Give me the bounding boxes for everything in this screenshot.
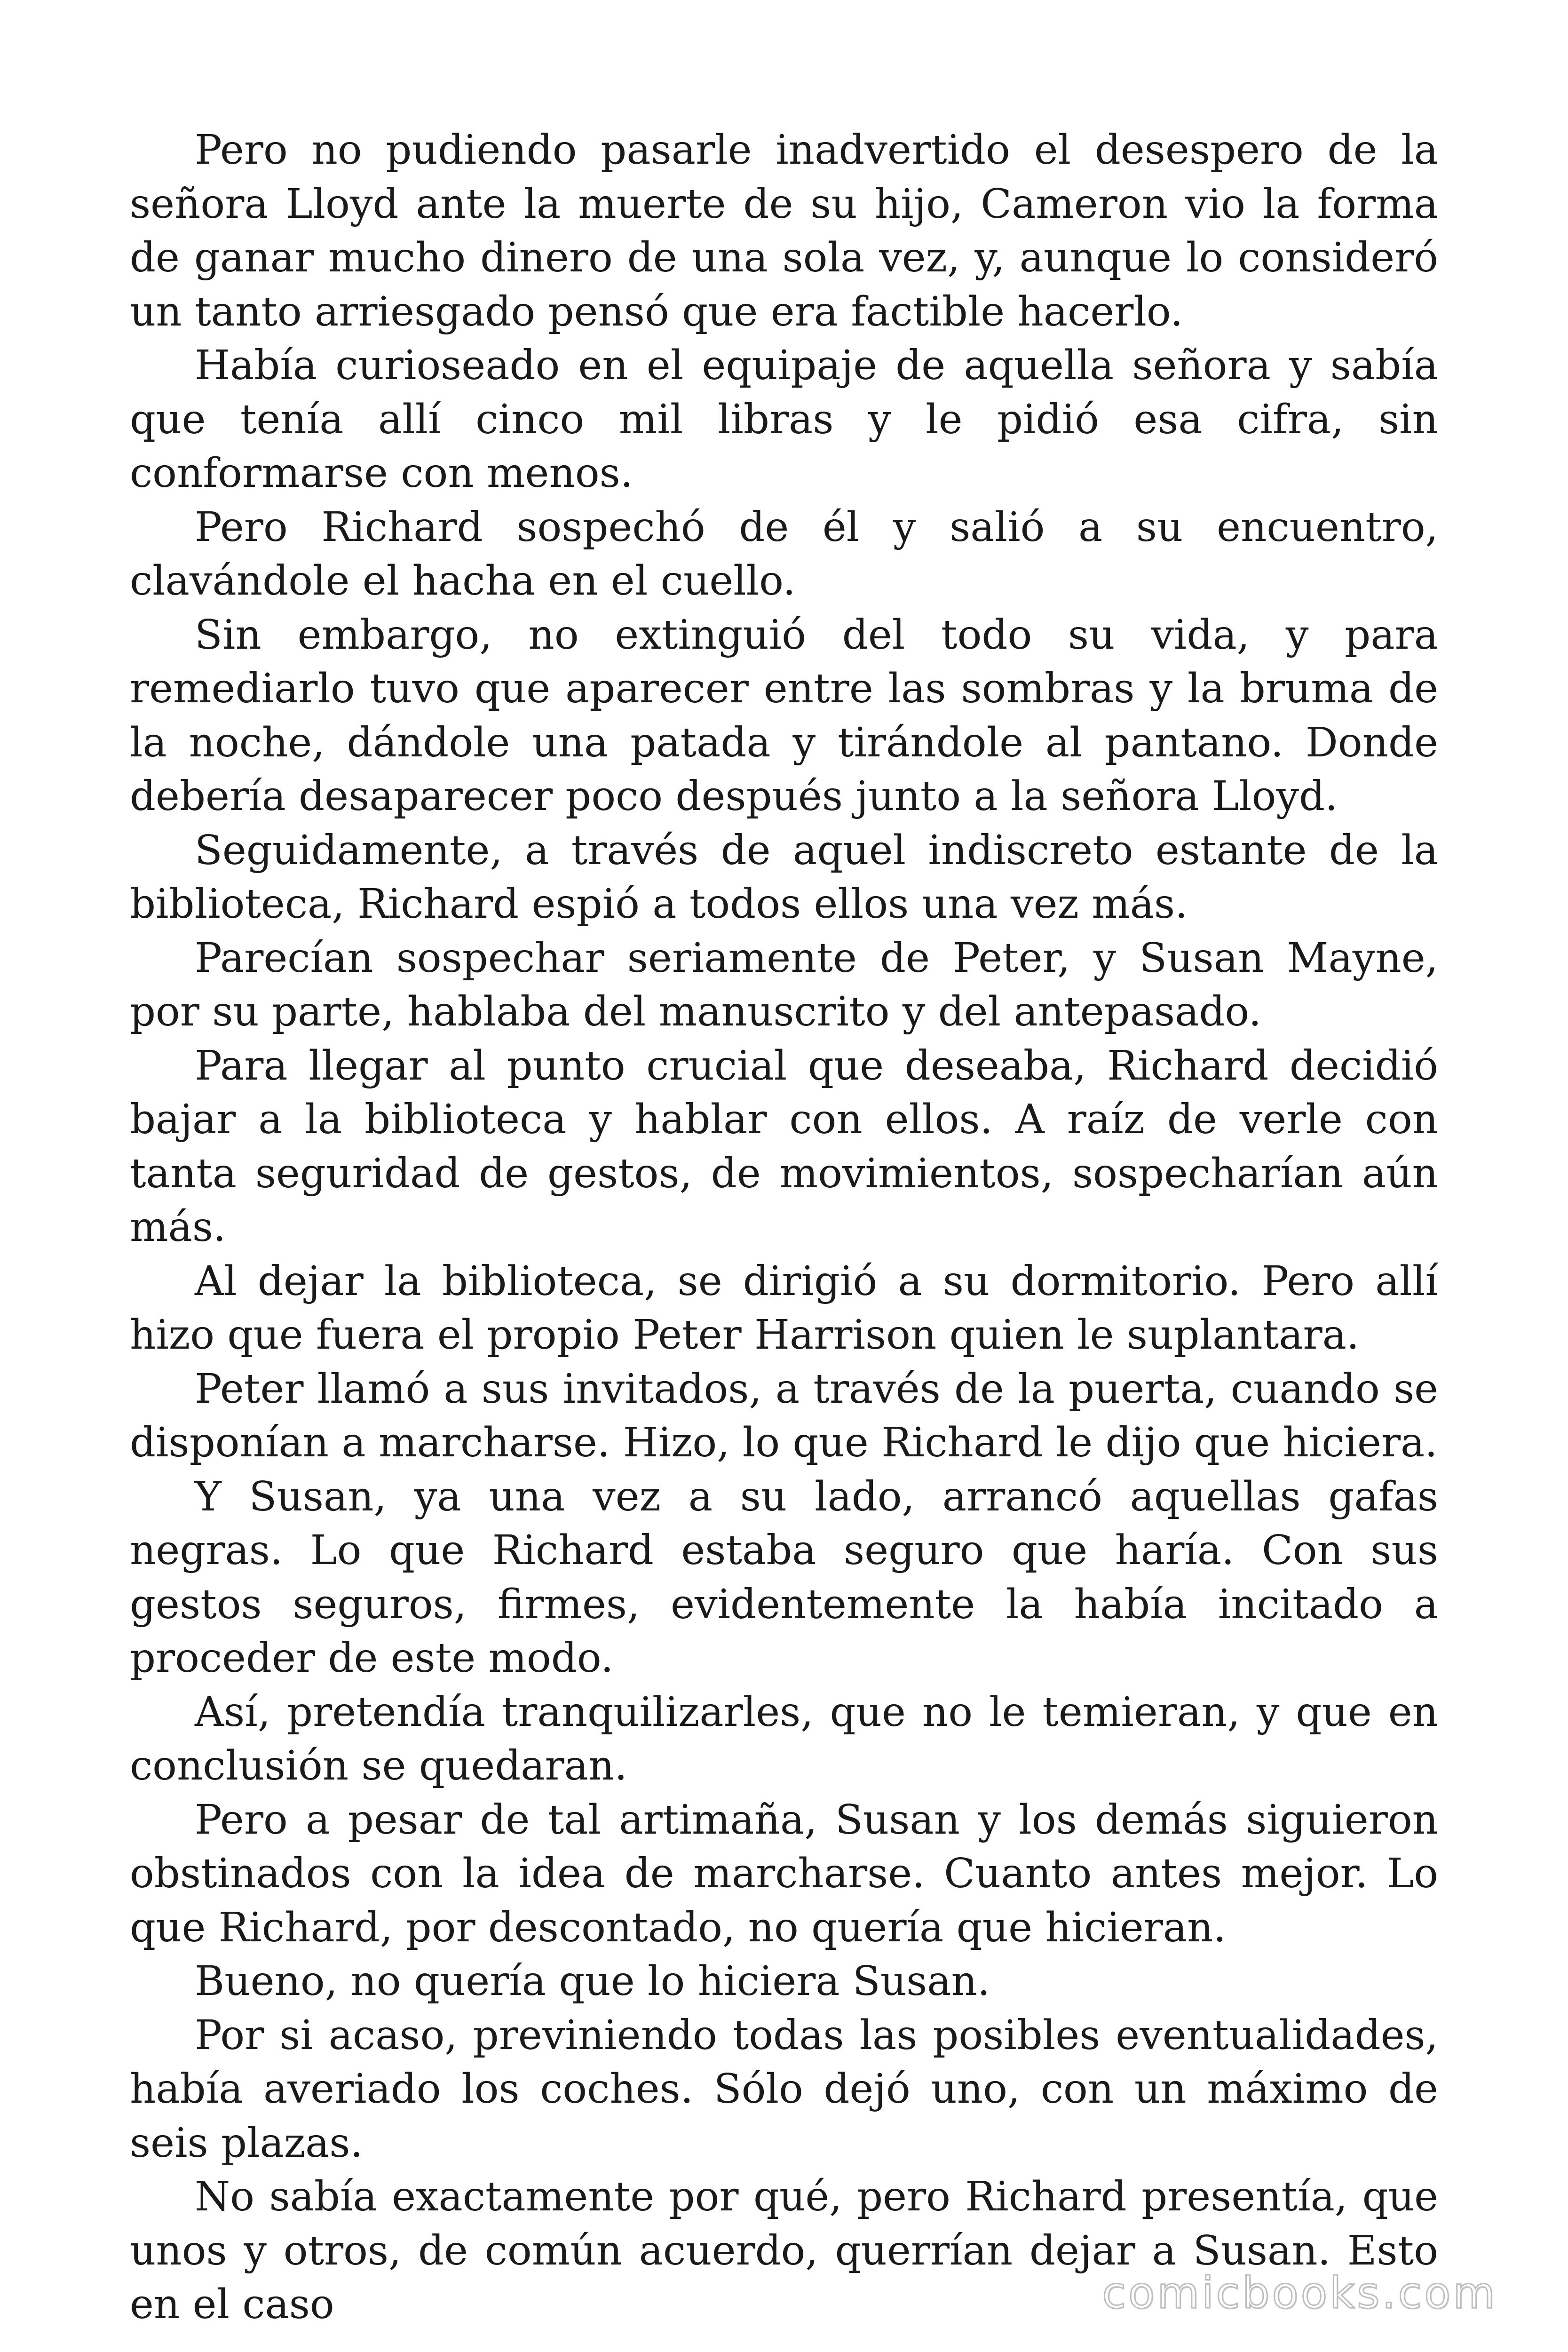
paragraph: Había curioseado en el equipaje de aquella señora y sabía que tenía allí cinco mil libras y le pidió esa cifra, sin conformarse con menos.: [130, 342, 1438, 497]
paragraph: Para llegar al punto crucial que deseaba, Richard decidió bajar a la biblioteca y hablar con ellos. A raíz de verle con tanta seguridad de gestos, de movimientos, sospecharían aún más.: [130, 1042, 1438, 1251]
paragraph: Así, pretendía tranquilizarles, que no le temieran, y que en conclusión se quedaran.: [130, 1688, 1438, 1789]
paragraph-last: No sabía exactamente por qué, pero Richard presentía, que unos y otros, de común acuerdo, querrían dejar a Susan. Esto en el caso: [130, 2173, 1438, 2328]
paragraph: Pero no pudiendo pasarle inadvertido el desespero de la señora Lloyd ante la muerte de su hijo, Cameron vio la forma de ganar mucho dinero de una sola vez, y, aunque lo consideró un tanto arriesgado pensó que era factible hacerlo.: [130, 127, 1438, 335]
paragraph: Y Susan, ya una vez a su lado, arrancó aquellas gafas negras. Lo que Richard estaba seguro que haría. Con sus gestos seguros, firmes, evidentemente la había incitado a proceder de este modo.: [130, 1473, 1438, 1682]
paragraph: Por si acaso, previniendo todas las posibles eventualidades, había averiado los coches. Sólo dejó uno, con un máximo de seis plazas.: [130, 2011, 1438, 2167]
paragraph: Al dejar la biblioteca, se dirigió a su dormitorio. Pero allí hizo que fuera el propio Peter Harrison quien le suplantara.: [130, 1257, 1438, 1359]
paragraph: Pero a pesar de tal artimaña, Susan y los demás siguieron obstinados con la idea de marcharse. Cuanto antes mejor. Lo que Richard, por descontado, no quería que hicieran.: [130, 1796, 1438, 1951]
paragraph: Pero Richard sospechó de él y salió a su encuentro, clavándole el hacha en el cuello.: [130, 503, 1438, 604]
paragraph: Parecían sospechar seriamente de Peter, y Susan Mayne, por su parte, hablaba del manuscrito y del antepasado.: [130, 934, 1438, 1035]
paragraph: Bueno, no quería que lo hiciera Susan.: [195, 1958, 990, 2005]
paragraph: Peter llamó a sus invitados, a través de la puerta, cuando se disponían a marcharse. Hizo, lo que Richard le dijo que hiciera.: [130, 1365, 1438, 1466]
watermark-logo: comicbooks.com: [1102, 2268, 1497, 2318]
body-text: [130, 123, 1438, 2332]
paragraph: Seguidamente, a través de aquel indiscreto estante de la biblioteca, Richard espió a todos ellos una vez más.: [130, 826, 1438, 928]
paragraph: Sin embargo, no extinguió del todo su vida, y para remediarlo tuvo que aparecer entre las sombras y la bruma de la noche, dándole una patada y tirándole al pantano. Donde debería desaparecer poco después junto a la señora Lloyd.: [130, 611, 1438, 820]
